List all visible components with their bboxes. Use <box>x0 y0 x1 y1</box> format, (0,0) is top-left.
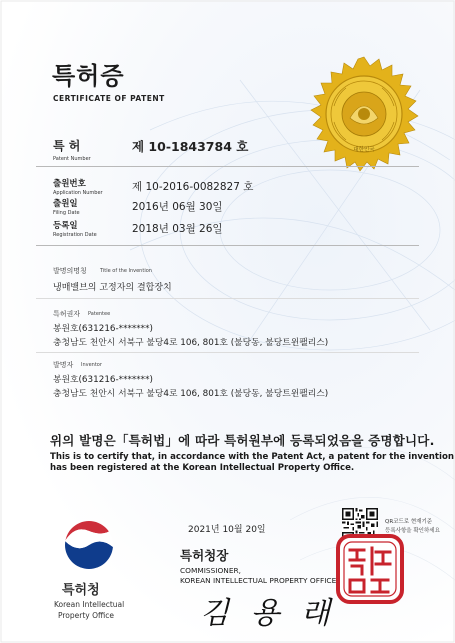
inventor-name: 봉원호(631216-*******) <box>53 375 153 385</box>
commissioner-title-english-line2: KOREAN INTELLECTUAL PROPERTY OFFICE <box>180 576 337 585</box>
kipo-name-korean: 특허청 <box>62 583 100 598</box>
red-official-seal <box>336 534 404 604</box>
commissioner-title-english-line1: COMMISSIONER, <box>180 566 241 575</box>
kipo-name-english-line2: Property Office <box>58 611 115 620</box>
divider <box>36 298 419 299</box>
certification-statement-english-line2: has been registered at the Korean Intellectual Property Office. <box>50 463 355 473</box>
gold-seal-text: 대한민국 <box>353 147 375 153</box>
qr-note-line2: 등록사항을 확인하세요 <box>385 528 440 534</box>
invention-title-value: 냉매밸브의 고정자의 결합장치 <box>53 283 172 293</box>
patent-number-label-en: Patent Number <box>53 156 91 162</box>
patentee-address: 충청남도 천안시 서북구 불당4로 106, 801호 (불당동, 불당트윈팰리스) <box>53 338 329 348</box>
qr-note-line1: QR코드로 현재기준 <box>385 519 433 525</box>
patent-number-label: 특 허 <box>53 139 81 153</box>
inventor-label-en: Inventor <box>81 362 102 368</box>
registration-date-label-en: Registration Date <box>53 232 97 238</box>
filing-date-label: 출원일 <box>53 199 78 209</box>
certificate-title-korean: 특허증 <box>52 62 125 90</box>
certification-statement-korean: 위의 발명은「특허법」에 따라 특허원부에 등록되었음을 증명합니다. <box>50 433 435 448</box>
application-number-label-en: Application Number <box>53 190 103 196</box>
divider <box>36 166 419 167</box>
filing-date-label-en: Filing Date <box>53 210 80 216</box>
kipo-taegeuk-logo-icon <box>63 519 115 571</box>
inventor-label: 발명자 <box>53 361 74 369</box>
issue-date: 2021년 10월 20일 <box>188 525 266 535</box>
invention-title-label-en: Title of the Invention <box>100 268 152 274</box>
registration-date-value: 2018년 03월 26일 <box>132 223 223 235</box>
patentee-label-en: Patentee <box>88 311 111 317</box>
certification-statement-english-line1: This is to certify that, in accordance with the Patent Act, a patent for the invention <box>50 452 454 462</box>
gold-seal-emblem <box>305 55 423 173</box>
certificate-title-english: CERTIFICATE OF PATENT <box>53 94 165 103</box>
application-number-label: 출원번호 <box>53 179 86 189</box>
inventor-address: 충청남도 천안시 서북구 불당4로 106, 801호 (불당동, 불당트윈팰리스) <box>53 389 329 399</box>
filing-date-value: 2016년 06월 30일 <box>132 201 223 213</box>
commissioner-signature: 김 용 래 <box>200 596 337 631</box>
registration-date-label: 등록일 <box>53 221 78 231</box>
patentee-label: 특허권자 <box>53 310 81 318</box>
patent-number-value: 제 10-1843784 호 <box>132 139 249 154</box>
divider <box>36 352 419 353</box>
commissioner-title-korean: 특허청장 <box>180 548 229 563</box>
kipo-name-english-line1: Korean Intellectual <box>54 600 125 609</box>
application-number-value: 제 10-2016-0082827 호 <box>132 181 254 193</box>
divider <box>36 245 419 246</box>
invention-title-label: 발명의명칭 <box>53 267 87 275</box>
patentee-name: 봉원호(631216-*******) <box>53 324 153 334</box>
